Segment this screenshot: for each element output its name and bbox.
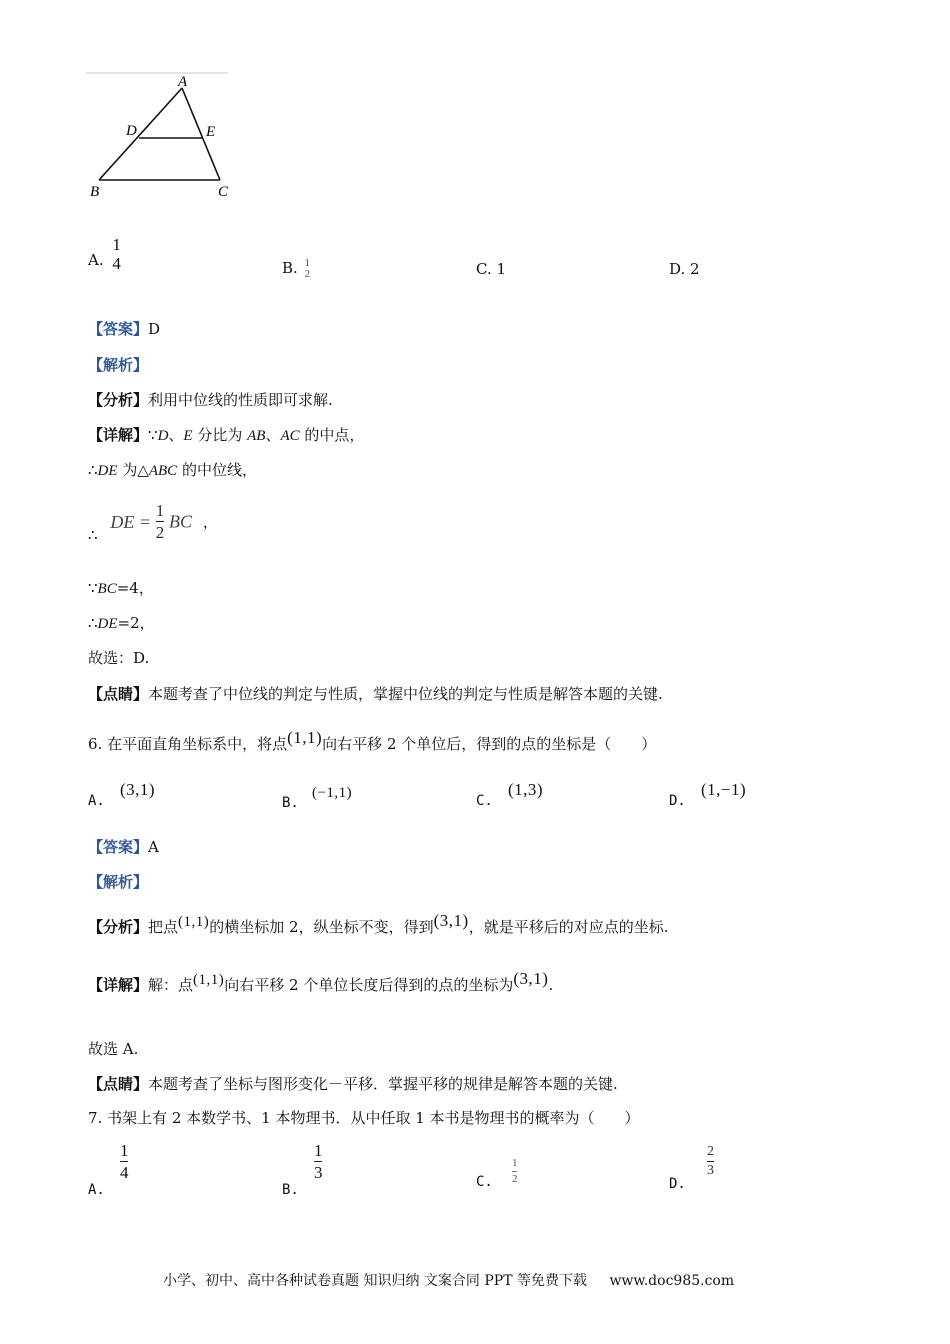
label-a: A <box>178 74 188 90</box>
option-letter: A. <box>88 793 105 809</box>
q6-dianjing <box>88 1074 618 1094</box>
numerator: 1 <box>155 501 165 520</box>
option-letter: A. <box>88 1182 105 1198</box>
option-value: (3,1) <box>119 780 156 799</box>
fraction <box>305 258 311 280</box>
denominator: 4 <box>112 254 121 273</box>
denominator: 2 <box>511 1173 518 1185</box>
q5-answer <box>88 319 160 339</box>
q5-option-a <box>88 236 121 272</box>
option-letter: C. <box>476 260 492 278</box>
q5-xiangjie-line1 <box>88 425 364 446</box>
q6-option-a <box>88 780 155 809</box>
fenxi-text: 利用中位线的性质即可求解. <box>148 391 333 409</box>
label-e: E <box>206 124 216 140</box>
q6-choose <box>88 1039 138 1059</box>
q6-option-d <box>669 780 746 809</box>
fraction <box>112 236 121 272</box>
numerator: 1 <box>511 1157 518 1169</box>
xiangjie-tag: 【详解】 <box>88 976 149 994</box>
option-letter: B. <box>282 795 299 811</box>
therefore-symbol: ∴ <box>88 525 98 544</box>
coordinate: (1,1) <box>287 728 323 747</box>
text: 分比为 <box>192 426 248 444</box>
q5-option-b <box>282 258 310 280</box>
q6-xiangjie <box>88 969 553 995</box>
var-ac: AC <box>280 428 300 444</box>
q7-option-a <box>88 1142 128 1198</box>
answer-tag: 【答案】 <box>88 838 149 856</box>
fraction <box>707 1145 714 1178</box>
q5-analysis-tag <box>88 355 148 375</box>
option-letter: C. <box>476 793 493 809</box>
fenxi-text: 的横坐标加 2，纵坐标不变，得到 <box>209 918 434 936</box>
q5-dianjing <box>88 684 663 704</box>
stem-text: 6. 在平面直角坐标系中，将点 <box>88 735 288 753</box>
numerator: 1 <box>119 1141 129 1160</box>
option-value: (1,−1) <box>700 780 747 799</box>
separator: 、 <box>265 426 281 444</box>
option-value: (−1,1) <box>311 785 353 801</box>
option-value: (1,3) <box>507 780 544 799</box>
footer-link[interactable]: www.doc985.com <box>609 1273 735 1289</box>
q5-option-c <box>476 259 506 279</box>
because-symbol: ∵ <box>88 579 98 597</box>
segment-ab <box>99 88 182 180</box>
fenxi-tag: 【分析】 <box>88 391 149 409</box>
analysis-tag: 【解析】 <box>88 873 149 891</box>
dianjing-text: 本题考查了中位线的判定与性质，掌握中位线的判定与性质是解答本题的关键. <box>148 685 663 703</box>
q5-line3-formula <box>88 502 218 546</box>
because-symbol: ∵ <box>148 426 158 444</box>
answer-value: A <box>148 838 159 856</box>
label-d: D <box>126 123 137 139</box>
q5-line6 <box>88 648 149 668</box>
numerator: 2 <box>706 1144 714 1159</box>
text: =2， <box>117 614 155 632</box>
text: 的中点， <box>299 426 365 444</box>
answer-tag: 【答案】 <box>88 320 149 338</box>
label-c: C <box>218 184 229 200</box>
fraction <box>314 1142 323 1181</box>
stem-text: 7. 书架上有 2 本数学书、1 本物理书．从中任取 1 本书是物理书的概率为（ ） <box>88 1109 640 1127</box>
q6-analysis-tag <box>88 872 148 892</box>
formula-fraction <box>156 502 165 541</box>
var-bc: BC <box>97 581 117 597</box>
q7-option-c <box>476 1158 517 1190</box>
choose-text: 故选：D. <box>88 649 150 667</box>
var-d: D <box>157 428 169 444</box>
choose-text: 故选 A. <box>88 1040 139 1058</box>
q6-answer <box>88 837 159 857</box>
stem-text: 向右平移 2 个单位后，得到的点的坐标是（ ） <box>322 735 657 753</box>
q5-fenxi <box>88 390 333 410</box>
denominator: 3 <box>706 1163 714 1178</box>
var-de: DE <box>97 616 118 632</box>
q5-line4 <box>88 578 154 599</box>
dianjing-tag: 【点睛】 <box>88 1075 149 1093</box>
label-b: B <box>90 184 100 200</box>
fenxi-text: ，就是平移后的对应点的坐标. <box>468 918 669 936</box>
formula-rhs: BC <box>169 511 193 532</box>
footer-text: 小学、初中、高中各种试卷真题 知识归纳 文案合同 PPT 等免费下载 <box>163 1273 587 1289</box>
option-letter: A. <box>88 251 104 269</box>
xiangjie-text: . <box>548 976 554 994</box>
coordinate: (3,1) <box>513 969 549 988</box>
q7-option-d <box>669 1145 714 1192</box>
footer <box>163 1270 734 1290</box>
coordinate: (3,1) <box>433 911 469 930</box>
numerator: 1 <box>112 235 121 254</box>
option-letter: B. <box>282 259 298 277</box>
option-value: 2 <box>690 260 700 278</box>
denominator: 4 <box>119 1163 129 1182</box>
triangle-figure <box>84 68 244 200</box>
q5-line5 <box>88 613 155 634</box>
numerator: 1 <box>313 1141 323 1160</box>
coordinate: (1,1) <box>178 914 210 930</box>
fraction <box>120 1142 129 1181</box>
xiangjie-text: 向右平移 2 个单位长度后得到的点的坐标为 <box>224 976 514 994</box>
text: =4， <box>116 579 154 597</box>
var-ab: AB <box>247 428 266 444</box>
therefore-symbol: ∴ <box>88 461 98 479</box>
option-value: 1 <box>496 260 507 278</box>
option-letter: D. <box>669 793 686 809</box>
dianjing-text: 本题考查了坐标与图形变化－平移．掌握平移的规律是解答本题的关键. <box>148 1075 618 1093</box>
var-e: E <box>183 428 193 444</box>
therefore-symbol: ∴ <box>88 614 98 632</box>
denominator: 2 <box>304 268 311 280</box>
option-letter: D. <box>669 1176 686 1192</box>
fenxi-text: 把点 <box>148 918 179 936</box>
answer-value: D <box>148 320 161 338</box>
denominator: 2 <box>155 523 165 542</box>
q6-option-b <box>282 782 352 811</box>
dianjing-tag: 【点睛】 <box>88 685 149 703</box>
q6-stem <box>88 728 656 754</box>
q7-option-b <box>282 1142 322 1198</box>
analysis-tag: 【解析】 <box>88 356 149 374</box>
fraction <box>512 1158 518 1185</box>
option-letter: D. <box>669 260 686 278</box>
xiangjie-text: 解：点 <box>148 976 194 994</box>
q5-line2 <box>88 460 257 481</box>
option-letter: B. <box>282 1182 299 1198</box>
formula-lhs: DE = <box>110 511 151 532</box>
option-letter: C. <box>476 1174 493 1190</box>
q6-fenxi <box>88 911 668 937</box>
xiangjie-tag: 【详解】 <box>88 426 149 444</box>
q7-stem <box>88 1108 640 1128</box>
var-de: DE <box>97 463 118 479</box>
var-abc: ABC <box>148 463 178 479</box>
numerator: 1 <box>304 257 311 269</box>
q6-option-c <box>476 780 543 809</box>
fenxi-tag: 【分析】 <box>88 918 149 936</box>
separator: 、 <box>168 426 184 444</box>
text: 的中位线， <box>177 461 257 479</box>
q5-option-d <box>669 259 700 279</box>
text: 为△ <box>117 461 149 479</box>
coordinate: (1,1) <box>193 972 225 988</box>
comma: ， <box>202 512 218 531</box>
denominator: 3 <box>313 1163 323 1182</box>
